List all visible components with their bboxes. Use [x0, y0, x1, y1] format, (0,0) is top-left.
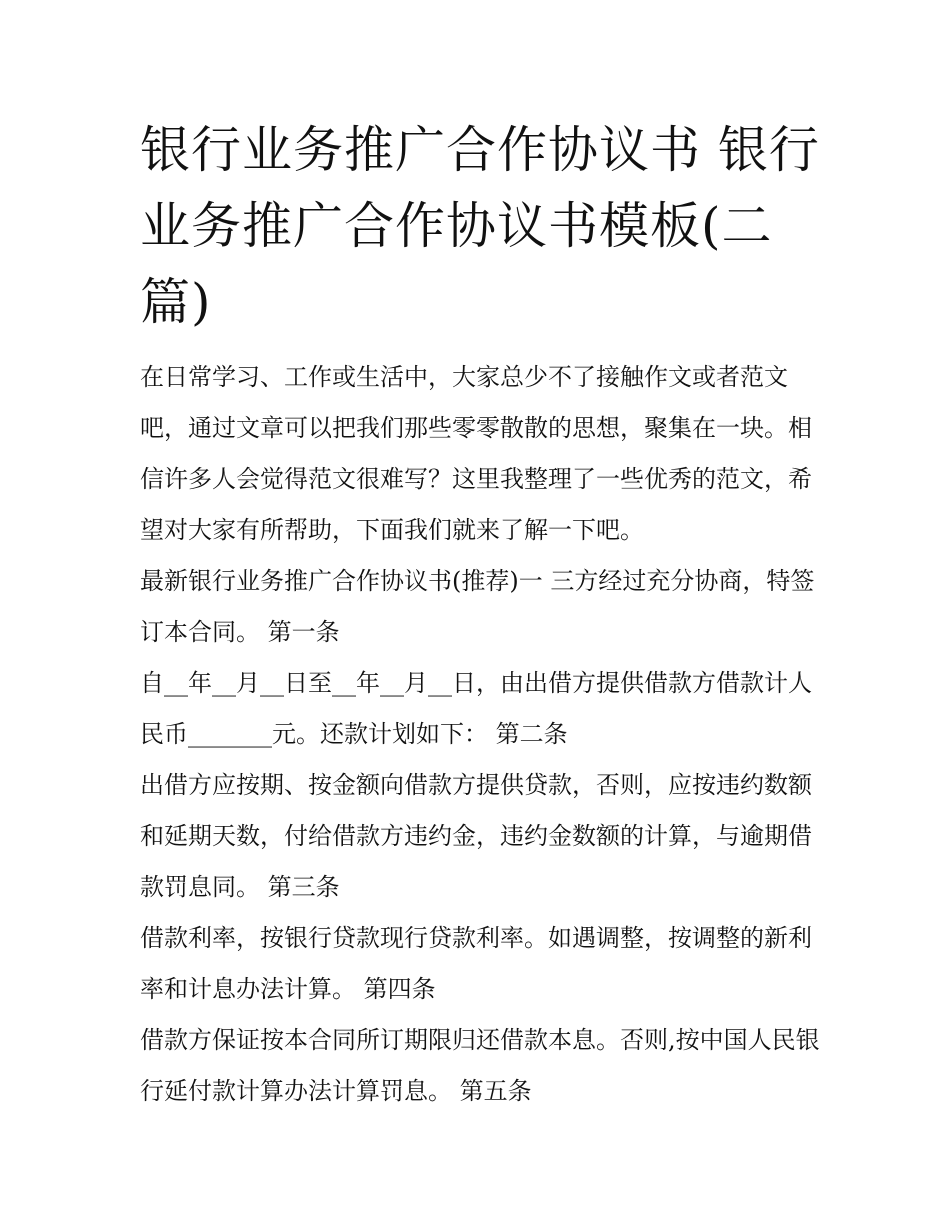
paragraph-article-3: 借款利率，按银行贷款现行贷款利率。如遇调整，按调整的新利率和计息办法计算。 第四条 [140, 924, 812, 1003]
paragraph-article-4: 借款方保证按本合同所订期限归还借款本息。否则,按中国人民银行延付款计算办法计算罚息。 第五条 [140, 1026, 820, 1105]
document-title: 银行业务推广合作协议书 银行业务推广合作协议书模板(二篇) [140, 121, 820, 331]
paragraph-intro: 在日常学习、工作或生活中，大家总少不了接触作文或者范文吧，通过文章可以把我们那些零零散散的思想，聚集在一块。相信许多人会觉得范文很难写？这里我整理了一些优秀的范文，希望对大家有所帮助，下面我们就来了解一下吧。 [140, 363, 812, 544]
paragraph-article-2: 出借方应按期、按金额向借款方提供贷款，否则，应按违约数额和延期天数，付给借款方违约金，违约金数额的计算，与逾期借款罚息同。 第三条 [140, 771, 812, 901]
paragraph-article-1: 自__年__月__日至__年__月__日，由出借方提供借款方借款计人民币_______元。还款计划如下： 第二条 [140, 669, 812, 748]
document-body [140, 352, 820, 1117]
paragraph-preamble: 最新银行业务推广合作协议书(推荐)一 三方经过充分协商，特签订本合同。 第一条 [140, 567, 815, 646]
